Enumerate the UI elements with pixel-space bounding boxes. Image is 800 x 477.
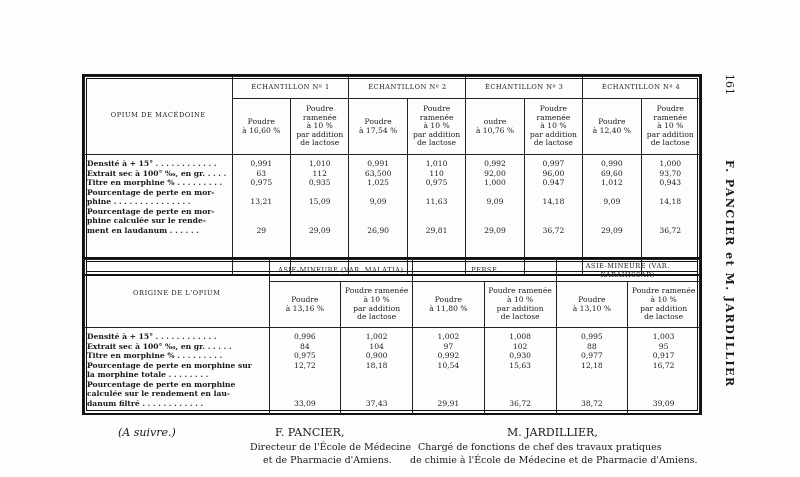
cell-value (351, 188, 404, 198)
cell-value: 14,18 (542, 197, 565, 206)
cell-value: 29,09 (600, 225, 623, 235)
table-title: ORIGINE DE L'OPIUM (85, 260, 270, 328)
cell-value (410, 207, 463, 217)
sub-header: Poudre ramenée à 10 % par addition de lactose (484, 282, 556, 328)
author2-name: M. JARDILLIER, (507, 426, 598, 439)
cell-value: 0,917 (652, 351, 675, 360)
cell-value: 0,992 (437, 351, 460, 360)
cell-value: 0,992 (484, 159, 506, 168)
cell-value: 88 (587, 341, 597, 351)
row-label: Densité à + 15° . . . . . . . . . . . . (87, 332, 217, 341)
cell-value: 29,91 (437, 398, 460, 408)
row-label: Extrait sec à 100° ‰, en gr. . . . . (87, 168, 227, 178)
cell-value (343, 370, 410, 380)
cell-value: 110 (429, 168, 444, 178)
group-header: PERSE (413, 260, 557, 282)
value-column (556, 328, 628, 414)
cell-value: 10,54 (437, 360, 460, 370)
cell-value: 0,935 (308, 178, 331, 187)
cell-value: 1,000 (659, 159, 682, 168)
sub-header: Poudre à 13,16 % (269, 282, 341, 328)
cell-value (527, 188, 580, 198)
cell-value (468, 216, 521, 226)
group-header: ÉCHANTILLON Nº 1 (232, 77, 349, 99)
value-column (484, 328, 556, 414)
cell-value: 1,010 (308, 159, 331, 168)
row-label: Pourcentage de perte en mor- (87, 187, 215, 197)
sub-header: Poudre ramenée à 10 % par addition de lactose (407, 99, 465, 155)
row-label: Extrait sec à 100° ‰, en gr. . . . . . (87, 341, 232, 351)
cell-value: 15,09 (308, 197, 331, 206)
row-label: phine calculée sur le rende- (87, 216, 206, 225)
cell-value (585, 188, 638, 198)
value-column (341, 328, 413, 414)
sub-header: Poudre à 11,80 % (413, 282, 485, 328)
cell-value: 0,996 (294, 332, 316, 341)
cell-value: 1,000 (484, 178, 506, 187)
cell-value: 97 (443, 341, 454, 351)
sub-header: Poudre à 17,54 % (349, 99, 407, 155)
row-label: Pourcentage de perte en mor- (87, 206, 215, 216)
cell-value: 33,09 (294, 398, 316, 408)
cell-value: 12,18 (581, 360, 603, 370)
cell-value: 84 (300, 341, 310, 351)
cell-value (527, 216, 580, 226)
cell-value (235, 188, 288, 198)
cell-value (272, 380, 339, 390)
cell-value: 29,09 (484, 225, 506, 235)
cell-value: 38,72 (581, 398, 603, 408)
cell-value: 0,943 (659, 178, 682, 187)
row-label: la morphine totale . . . . . . . . (87, 370, 209, 379)
cell-value: 92,00 (484, 168, 506, 178)
cell-value: 15,63 (509, 360, 531, 370)
author2-role1: Chargé de fonctions de chef des travaux pratiques (418, 442, 662, 453)
cell-value: 9,09 (486, 197, 504, 206)
cell-value (468, 188, 521, 198)
cell-value (585, 216, 638, 226)
cell-value: 13,21 (250, 197, 273, 206)
cell-value (293, 216, 346, 226)
row-label: ment en laudanum . . . . . . (87, 225, 199, 235)
cell-value: 0,990 (600, 159, 623, 168)
cell-value: 0,997 (542, 159, 565, 168)
cell-value (235, 207, 288, 217)
cell-value: 96,00 (542, 168, 565, 178)
cell-value (644, 207, 697, 217)
cell-value (351, 207, 404, 217)
cell-value: 104 (369, 341, 384, 351)
sub-header: Poudre ramenée à 10 % par addition de lactose (524, 99, 582, 155)
cell-value (293, 207, 346, 217)
sub-header: Poudre ramenée à 10 % par addition de lactose (291, 99, 349, 155)
cell-value: 1,010 (425, 159, 448, 168)
cell-value (468, 207, 521, 217)
cell-value: 0,995 (581, 332, 603, 341)
cell-value: 9,09 (369, 197, 387, 206)
row-label: phine . . . . . . . . . . . . . . . (87, 197, 191, 206)
group-header: ÉCHANTILLON Nº 4 (583, 77, 700, 99)
cell-value: 36,72 (542, 225, 565, 235)
table-macedoine (82, 74, 702, 276)
cell-value: 9,09 (603, 197, 621, 206)
cell-value (415, 389, 482, 399)
cell-value: 1,003 (652, 332, 675, 341)
cell-value: 29,09 (308, 225, 331, 235)
cell-value (235, 216, 288, 226)
cell-value: 1,012 (600, 178, 623, 187)
cell-value: 0,975 (425, 178, 448, 187)
sub-header: Poudre ramenée à 10 % par addition de lactose (641, 99, 699, 155)
cell-value: 0,977 (581, 351, 603, 360)
group-header: ASIE-MINEURE (VAR. KARAHISSAR) (556, 260, 700, 282)
cell-value: 18,18 (365, 360, 388, 370)
cell-value (293, 188, 346, 198)
author2-role2: de chimie à l'École de Médecine et de Pharmacie d'Amiens. (410, 455, 698, 466)
cell-value: 95 (658, 341, 669, 351)
cell-value: 63,500 (364, 168, 392, 178)
page-number: 161 (723, 74, 736, 95)
cell-value: 39,09 (652, 398, 675, 408)
group-header: ASIE-MINEURE (VAR. MALATIA) (269, 260, 413, 282)
cell-value (410, 216, 463, 226)
cell-value (410, 188, 463, 198)
row-label: Pourcentage de perte en morphine (87, 379, 236, 389)
row-label: calculée sur le rendement en lau- (87, 389, 231, 398)
cell-value: 29,81 (425, 225, 448, 235)
table-origine (82, 257, 702, 415)
running-header: F. PANCIER et M. JARDILLIER (723, 160, 736, 388)
value-column (269, 328, 341, 414)
cell-value: 1,025 (367, 178, 390, 187)
value-column (413, 328, 485, 414)
sub-header: Poudre à 16,60 % (232, 99, 290, 155)
cell-value (487, 389, 554, 399)
row-label: Titre en morphine % . . . . . . . . . (87, 178, 223, 187)
cell-value (272, 389, 339, 399)
cell-value (415, 380, 482, 390)
cell-value (487, 380, 554, 390)
cell-value: 12,72 (294, 360, 316, 370)
cell-value: 102 (512, 341, 528, 351)
row-label: danum filtré . . . . . . . . . . . . (87, 398, 204, 408)
cell-value: 0,930 (509, 351, 531, 360)
cell-value (415, 370, 482, 380)
author1-role2: et de Pharmacie d'Amiens. (263, 455, 392, 466)
cell-value: 63 (256, 168, 267, 178)
cell-value: 26,90 (367, 225, 390, 235)
cell-value: 93,70 (659, 168, 682, 178)
cell-value (343, 389, 410, 399)
cell-value (527, 207, 580, 217)
sub-header: Poudre à 13,10 % (556, 282, 628, 328)
cell-value (272, 370, 339, 380)
cell-value: 36,72 (509, 398, 531, 408)
cell-value: 0,991 (250, 159, 273, 168)
cell-value: 37,43 (365, 398, 388, 408)
cell-value (343, 380, 410, 390)
cell-value (630, 380, 697, 390)
cell-value (487, 370, 554, 380)
cell-value: 1,002 (437, 332, 460, 341)
cell-value: 0.947 (542, 178, 565, 187)
a-suivre: (A suivre.) (118, 426, 176, 439)
cell-value (559, 389, 626, 399)
cell-value: 11,63 (425, 197, 448, 206)
cell-value: 16,72 (652, 360, 675, 370)
cell-value (630, 370, 697, 380)
group-header: ÉCHANTILLON Nº 2 (349, 77, 466, 99)
row-label: Densité à + 15° . . . . . . . . . . . . (87, 159, 217, 168)
sub-header: Poudre à 12,40 % (583, 99, 641, 155)
table-title: OPIUM DE MACÉDOINE (85, 77, 233, 155)
cell-value (351, 216, 404, 226)
cell-value: 36,72 (659, 225, 682, 235)
cell-value (630, 389, 697, 399)
author1-role1: Directeur de l'École de Médecine (250, 442, 412, 453)
cell-value: 112 (312, 168, 327, 178)
cell-value (644, 188, 697, 198)
author1-name: F. PANCIER, (275, 426, 345, 439)
sub-header: Poudre ramenée à 10 % par addition de lactose (628, 282, 700, 328)
cell-value: 1,008 (509, 332, 531, 341)
cell-value (644, 216, 697, 226)
group-header: ÉCHANTILLON Nº 3 (466, 77, 583, 99)
cell-value: 29 (256, 225, 267, 235)
row-labels (85, 328, 270, 414)
cell-value: 0,975 (294, 351, 316, 360)
row-label: Pourcentage de perte en morphine sur (87, 360, 252, 370)
cell-value: 1,002 (365, 332, 388, 341)
cell-value: 69,60 (600, 168, 623, 178)
cell-value (559, 370, 626, 380)
sub-header: Poudre ramenée à 10 % par addition de lactose (341, 282, 413, 328)
sub-header: oudre à 10,76 % (466, 99, 524, 155)
value-column (628, 328, 700, 414)
cell-value (585, 207, 638, 217)
row-label: Titre en morphine % . . . . . . . . . (87, 351, 223, 360)
cell-value: 0,991 (367, 159, 390, 168)
cell-value: 0,975 (250, 178, 273, 187)
cell-value: 14,18 (659, 197, 682, 206)
cell-value: 0,900 (365, 351, 388, 360)
cell-value (559, 380, 626, 390)
